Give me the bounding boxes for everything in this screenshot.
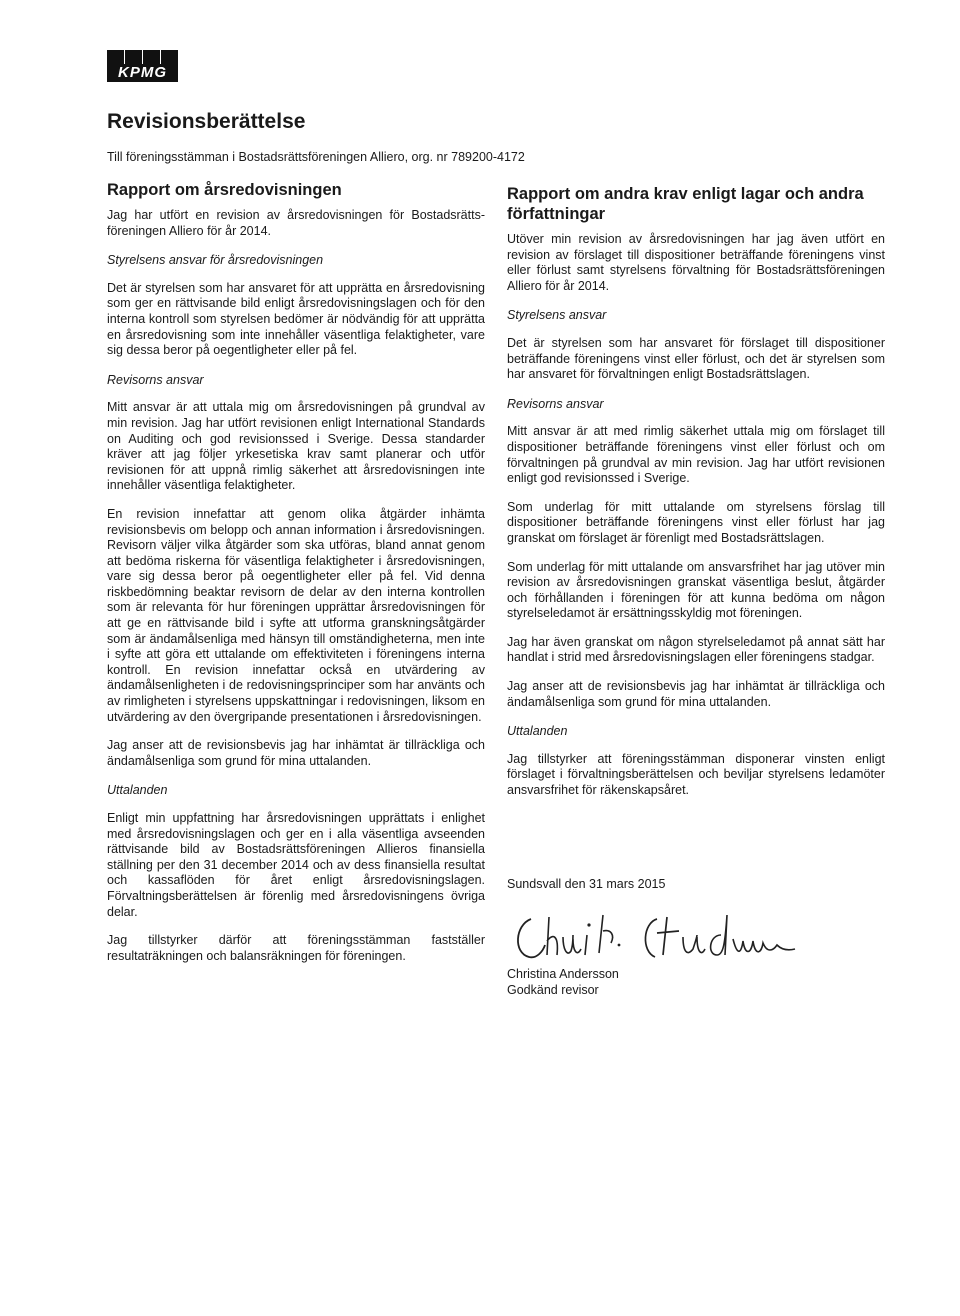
report-heading: Rapport om årsredovisningen xyxy=(107,181,342,199)
auditor-paragraph-1: Mitt ansvar är att uttala mig om årsredovisningen på grundval av min revision. Jag har utfört revisionen enligt International Standards on Auditing och god revisionssed i Sverige. Dessa standarder kräver att jag följer yrkesetiska krav samt planerar och utför revisionen för att uppnå rimlig säkerhet att årsredovisningen inte innehåller väsentliga felaktigheter. xyxy=(107,400,485,493)
auditor-responsibility-heading-2: Revisorns ansvar xyxy=(507,396,604,411)
board-responsibility-text: Det är styrelsen som har ansvaret för att upprätta en årsredovisning som ger en rättvisande bild enligt årsredovisningslagen och för den interna kontroll som styrelsen bedömer är nödvändig för att upprätta en årsredovisning som inte innehåller väsentliga felaktigheter, vare sig dessa beror på oegentligheter eller på fel. xyxy=(107,280,485,358)
statements-paragraph-2: Jag tillstyrker därför att föreningsstämman fastställer resultaträkningen och balansräkningen för föreningen. xyxy=(107,933,485,963)
addressee: Till föreningsstämman i Bostadsrättsföreningen Alliero, org. nr 789200-4172 xyxy=(107,150,525,164)
other-requirements-heading: Rapport om andra krav enligt lagar och andra författningar xyxy=(507,185,864,223)
auditor-responsibility-heading: Revisorns ansvar xyxy=(107,372,204,387)
report-intro: Jag har utfört en revision av årsredovisningen för Bostadsrätts-föreningen Alliero för år 2014. xyxy=(107,208,485,238)
board-responsibility-heading-2: Styrelsens ansvar xyxy=(507,308,607,323)
auditor-paragraph-3: Jag anser att de revisionsbevis jag har inhämtat är tillräckliga och ändamålsenliga som grund för mina uttalanden. xyxy=(107,738,485,768)
signer-title: Godkänd revisor xyxy=(507,982,599,997)
page-title: Revisionsberättelse xyxy=(107,110,306,133)
kpmg-logo xyxy=(107,50,178,82)
auditor-paragraph-r1: Mitt ansvar är att med rimlig säkerhet uttala mig om förslaget till dispositioner beträffande föreningens vinst eller förlust och om förvaltningen på grundval av min revision. Jag har utfört revisionen enligt god revisionssed i Sverige. xyxy=(507,424,885,486)
auditor-paragraph-2: En revision innefattar att genom olika åtgärder inhämta revisionsbevis om belopp och annan information i årsredovisningen. Revisorn väljer vilka åtgärder som ska utföras, bland annat genom att bedöma riskerna för väsentliga felaktigheter i årsredovisningen, vare sig dessa beror på oegentligheter eller på fel. Vid denna riskbedömning beaktar revisorn de delar av den interna kontrollen som är relevanta för hur föreningen upprättar årsredovisningen för att ge en rättvisande bild i syfte att utforma granskningsåtgärder som är ändamålsenliga med hänsyn till omständigheterna, men inte i syfte att göra ett uttalande om effektiviteten i föreningens interna kontroll. En revision innefattar också en utvärdering av ändamålsenligheten i de redovisningsprinciper som har använts och av rimligheten i styrelsens uppskattningar i redovisningen, liksom en utvärdering av den övergripande presentationen i årsredovisningen. xyxy=(107,506,485,724)
auditor-paragraph-r3: Som underlag för mitt uttalande om ansvarsfrihet har jag utöver min revision av årsredovisningen granskat väsentliga beslut, åtgärder och förhållanden i föreningen för att kunna bedöma om någon styrelseledamot är ersättningsskyldig mot föreningen. xyxy=(507,559,885,621)
place-and-date: Sundsvall den 31 mars 2015 xyxy=(507,876,666,891)
right-column xyxy=(507,184,885,998)
board-responsibility-heading: Styrelsens ansvar för årsredovisningen xyxy=(107,253,324,268)
statements-heading: Uttalanden xyxy=(107,783,168,798)
statements-paragraph-r1: Jag tillstyrker att föreningsstämman disponerar vinsten enligt förslaget i förvaltningsberättelsen och beviljar styrelsens ledamöter ansvarsfrihet för räkenskapsåret. xyxy=(507,751,885,798)
left-column xyxy=(107,180,485,977)
board-responsibility-text-2: Det är styrelsen som har ansvaret för förslaget till dispositioner beträffande föreningens vinst eller förlust, och det är styrelsen som har ansvaret för förvaltningen enligt Bostadsrättslagen. xyxy=(507,335,885,382)
other-requirements-intro: Utöver min revision av årsredovisningen har jag även utfört en revision av förslaget till dispositioner beträffande föreningens vinst eller förlust samt styrelsens förvaltning för Bostadsrättsföreningen Alliero för år 2014. xyxy=(507,232,885,293)
auditor-paragraph-r4: Jag har även granskat om någon styrelseledamot på annat sätt har handlat i strid med årsredovisningslagen eller föreningens stadgar. xyxy=(507,634,885,665)
signer-name: Christina Andersson xyxy=(507,967,619,982)
statements-paragraph-1: Enligt min uppfattning har årsredovisningen upprättats i enlighet med årsredovisningslagen och ger en i alla väsentliga avseenden rättvisande bild av Bostadsrättsföreningen Allieros finansiella ställning per den 31 december 2014 och av dess finansiella resultat och kassaflöden för året enligt årsredovisningslagen. Förvaltningsberättelsen är förenlig med årsredovisningens övriga delar. xyxy=(107,811,485,919)
auditor-paragraph-r2: Som underlag för mitt uttalande om styrelsens förslag till dispositioner beträffande föreningens vinst eller förlust har jag granskat om förslaget är förenligt med Bostadsrättslagen. xyxy=(507,499,885,545)
handwritten-signature xyxy=(507,905,807,967)
logo-text: KPMG xyxy=(107,64,178,82)
statements-heading-2: Uttalanden xyxy=(507,724,568,739)
auditor-paragraph-r5: Jag anser att de revisionsbevis jag har inhämtat är tillräckliga och ändamålsenliga som grund för mina uttalanden. xyxy=(507,679,885,709)
